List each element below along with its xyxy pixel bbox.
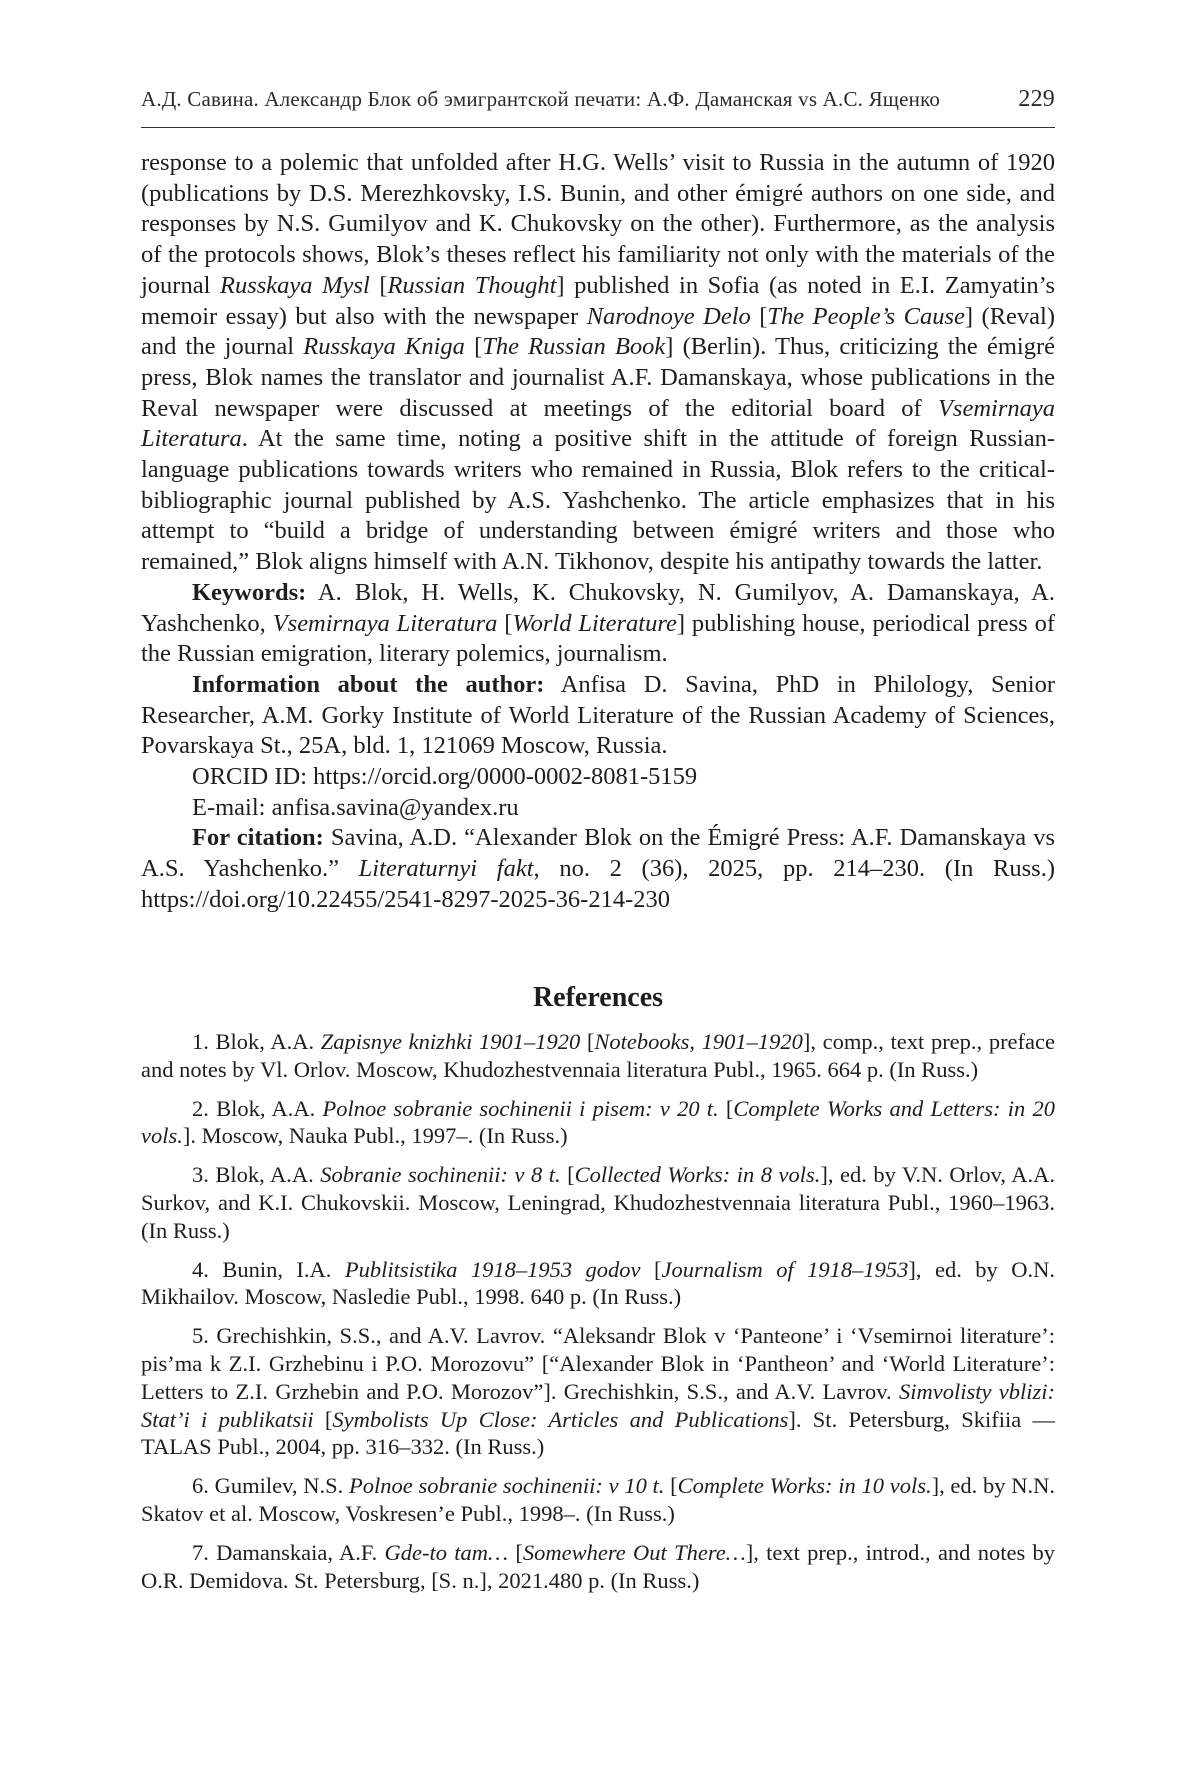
author-info: Information about the author: Anfisa D. Savina, PhD in Philology, Senior Researcher, A.M. Gorky Institute of World Literature of the Russian Academy of Sciences, Povarskaya St., 25A, bld. 1, 121069 Moscow, Russia. — [141, 670, 1055, 760]
references-title: References — [532, 982, 664, 1013]
reference-item: 3. Blok, A.A. Sobranie sochinenii: v 8 t. [Collected Works: in 8 vols.], ed. by V.N. Orlov, A.A. Surkov, and K.I. Chukovskii. Moscow, Leningrad, Khudozhestvennaia literatura Publ., 1960–1963. (In Russ.) — [141, 1162, 1056, 1243]
running-header — [141, 86, 1055, 113]
reference-item: 1. Blok, A.A. Zapisnye knizhki 1901–1920 [Notebooks, 1901–1920], comp., text prep., preface and notes by Vl. Orlov. Moscow, Khudozhestvennaia literatura Publ., 1965. 664 p. (In Russ.) — [141, 1029, 1055, 1082]
citation-doi[interactable]: , no. 2 (36), 2025, pp. 214–230. (In Russ.) https://doi.org/10.22455/2541-8297-2025-36-214-230 — [141, 855, 1055, 913]
reference-item: 4. Bunin, I.A. Publitsistika 1918–1953 godov [Journalism of 1918–1953], ed. by O.N. Mikhailov. Moscow, Nasledie Publ., 1998. 640 p. (In Russ.) — [141, 1256, 1056, 1310]
author-info-label: Information about the author: — [192, 670, 545, 698]
reference-item: 7. Damanskaia, A.F. Gde-to tam… [Somewhere Out There…], text prep., introd., and notes by O.R. Demidova. St. Petersburg, [S. n.], 2021.480 p. (In Russ.) — [141, 1539, 1055, 1593]
running-title: А.Д. Савина. Александр Блок об эмигрантской печати: А.Ф. Даманская vs А.С. Ященко — [141, 87, 941, 111]
keywords-label: Keywords: — [192, 578, 307, 606]
reference-item: 5. Grechishkin, S.S., and A.V. Lavrov. “Aleksandr Blok v ‘Panteone’ i ‘Vsemirnoi literature’: pis’ma k Z.I. Grzhebinu i P.O. Morozovu” [“Alexander Blok in ‘Pantheon’ and ‘World Literature’: Letters to Z.I. Grzhebin and P.O. Morozov”]. Grechishkin, S.S., and A.V. Lavrov. Simvolisty vblizi: Stat’i i publikatsii [Symbolists Up Close: Articles and Publications]. St. Petersburg, Skifiia — TALAS Publ., 2004, pp. 316–332. (In Russ.) — [141, 1323, 1056, 1460]
citation-label: For citation: — [192, 824, 324, 852]
reference-item: 6. Gumilev, N.S. Polnoe sobranie sochinenii: v 10 t. [Complete Works: in 10 vols.], ed. by N.N. Skatov et al. Moscow, Voskresen’e Publ., 1998–. (In Russ.) — [141, 1473, 1055, 1526]
abstract-paragraph: response to a polemic that unfolded after H.G. Wells’ visit to Russia in the autumn of 1920 (publications by D.S. Merezhkovsky, I.S. Bunin, and other émigré authors on one side, and responses by N.S. Gumilyov and K. Chukovsky on the other). Furthermore, as the analysis of the protocols shows, Blok’s theses reflect his familiarity not only with the materials of the journal Russkaya Mysl [Russian Thought] published in Sofia (as noted in E.I. Zamyatin’s memoir essay) but also with the newspaper Narodnoye Delo [The People’s Cause] (Reval) and the journal Russkaya Kniga [The Russian Book] (Berlin). Thus, criticizing the émigré press, Blok names the translator and journalist A.F. Damanskaya, whose publications in the Reval newspaper were discussed at meetings of the editorial board of Vsemirnaya Literatura. At the same time, noting a positive shift in the attitude of foreign Russian-language publications towards writers who remained in Russia, Blok refers to the critical-bibliographic journal published by A.S. Yashchenko. The article emphasizes that in his attempt to “build a bridge of understanding between émigré writers and those who remained,” Blok aligns himself with A.N. Tikhonov, despite his antipathy towards the latter. — [141, 149, 1056, 576]
references-list — [141, 1028, 1055, 1605]
orcid-line[interactable]: ORCID ID: https://orcid.org/0000-0002-8081-5159 — [192, 763, 698, 791]
email-line[interactable]: E-mail: anfisa.savina@yandex.ru — [192, 793, 519, 821]
abstract-section — [141, 148, 1055, 916]
reference-item: 2. Blok, A.A. Polnoe sobranie sochinenii i pisem: v 20 t. [Complete Works and Letters: in 20 vols.]. Moscow, Nauka Publ., 1997–. (In Russ.) — [141, 1095, 1055, 1149]
page-number: 229 — [1018, 86, 1055, 112]
citation: For citation: Savina, A.D. “Alexander Blok on the Émigré Press: A.F. Damanskaya vs A.S. Yashchenko.” Literaturnyi fakt, no. 2 (36), 2025, pp. 214–230. (In Russ.) https://doi.org/10.22455/2541-8297-2025-36-214-230 — [141, 824, 1055, 913]
header-rule — [141, 127, 1055, 128]
keywords: Keywords: A. Blok, H. Wells, K. Chukovsky, N. Gumilyov, A. Damanskaya, A. Yashchenko, Vsemirnaya Literatura [World Literature] publishing house, periodical press of the Russian emigration, literary polemics, journalism. — [141, 578, 1055, 668]
